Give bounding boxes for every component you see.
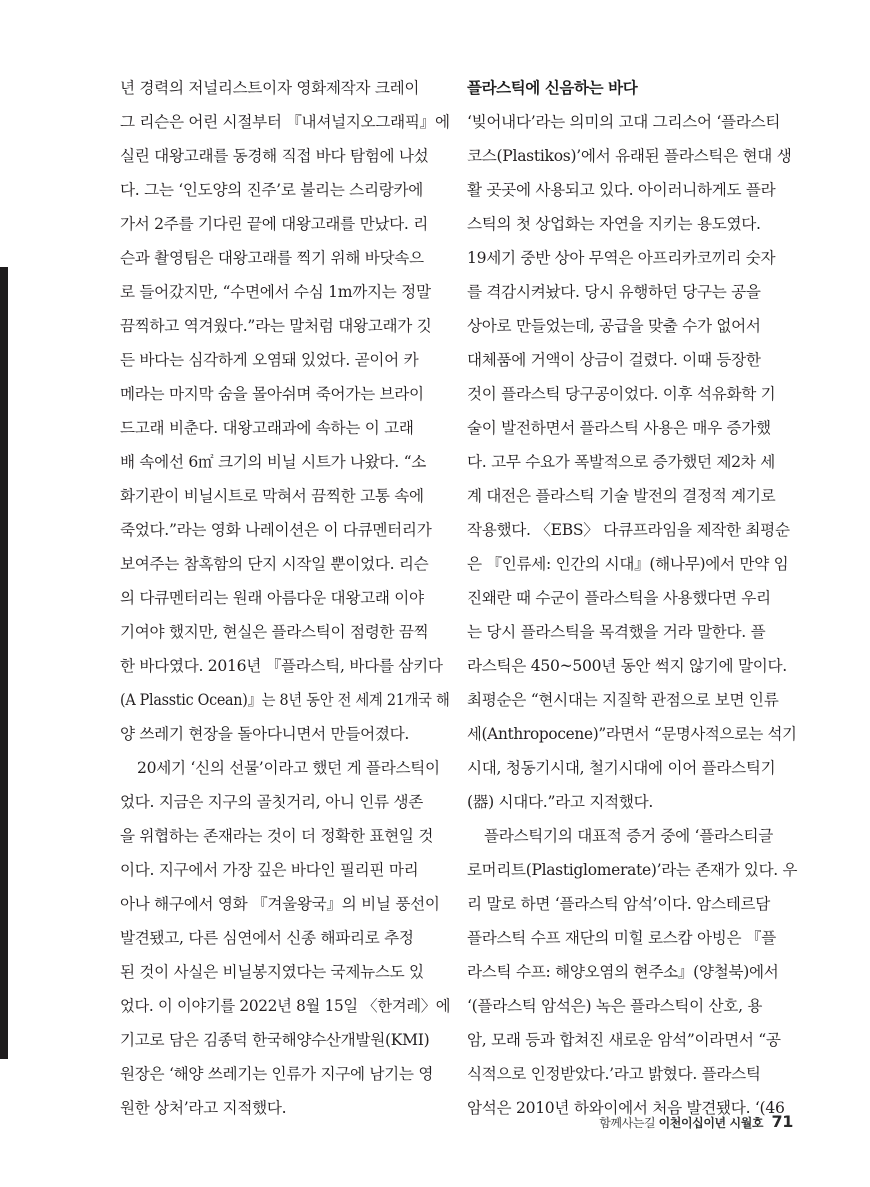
body-line: 었다. 이 이야기를 2022년 8월 15일 〈한겨레〉에 [120, 997, 451, 1015]
body-line: 대체품에 거액이 상금이 걸렸다. 이때 등장한 [467, 351, 761, 369]
body-line: 드고래 비춘다. 대왕고래과에 속하는 이 고래 [120, 419, 414, 437]
body-line: 메라는 마지막 숨을 몰아쉬며 죽어가는 브라이 [120, 385, 424, 403]
body-line: 19세기 중반 상아 무역은 아프리카코끼리 숫자 [467, 249, 776, 267]
body-line: 는 당시 플라스틱을 목격했을 거라 말한다. 플 [467, 623, 766, 641]
body-line: 암석은 2010년 하와이에서 처음 발견됐다. ‘(46 [467, 1099, 785, 1117]
body-line: 진왜란 때 수군이 플라스틱을 사용했다면 우리 [467, 589, 771, 607]
body-line: ‘빚어내다’라는 의미의 고대 그리스어 ‘플라스티 [467, 113, 781, 131]
body-line: 든 바다는 심각하게 오염돼 있었다. 곧이어 카 [120, 351, 419, 369]
body-line: 화기관이 비닐시트로 막혀서 끔찍한 고통 속에 [120, 487, 424, 505]
body-line: 을 위협하는 존재라는 것이 더 정확한 표현일 것 [120, 827, 434, 845]
body-line: 가서 2주를 기다린 끝에 대왕고래를 만났다. 리 [120, 215, 428, 233]
body-line: 를 격감시켜놨다. 당시 유행하던 당구는 공을 [467, 283, 761, 301]
body-line: 배 속에선 6㎡ 크기의 비닐 시트가 나왔다. “소 [120, 453, 427, 471]
page-number: 71 [771, 1112, 793, 1131]
body-line: 이다. 지구에서 가장 깊은 바다인 필리핀 마리 [120, 861, 419, 879]
body-line: 아나 해구에서 영화 『겨울왕국』의 비닐 풍선이 [120, 895, 440, 913]
body-line: 식적으로 인정받았다.’라고 밝혔다. 플라스틱 [467, 1065, 761, 1083]
body-line: 활 곳곳에 사용되고 있다. 아이러니하게도 플라 [467, 181, 776, 199]
body-line: 그 리슨은 어린 시절부터 『내셔널지오그래픽』에 [120, 113, 450, 131]
body-line: 양 쓰레기 현장을 돌아다니면서 만들어졌다. [120, 725, 410, 743]
body-line: 죽었다.”라는 영화 나레이션은 이 다큐멘터리가 [120, 521, 432, 539]
body-line: 암, 모래 등과 합쳐진 새로운 암석”이라면서 “공 [467, 1031, 781, 1049]
body-line: 작용했다. 〈EBS〉 다큐프라임을 제작한 최평순 [467, 521, 790, 539]
paragraph-first-line: 20세기 ‘신의 선물’이라고 했던 게 플라스틱이 [137, 759, 440, 777]
body-line: 발견됐고, 다른 심연에서 신종 해파리로 추정 [120, 929, 414, 947]
body-line: 한 바다였다. 2016년 『플라스틱, 바다를 삼키다 [120, 657, 443, 675]
page-footer [599, 1112, 793, 1131]
body-line: 계 대전은 플라스틱 기술 발전의 결정적 계기로 [467, 487, 776, 505]
left-column [120, 71, 450, 1125]
body-line: 플라스틱 수프 재단의 미힐 로스캄 아빙은 『플 [467, 929, 776, 947]
body-line: 원한 상처’라고 지적했다. [120, 1099, 287, 1117]
body-line: 보여주는 참혹함의 단지 시작일 뿐이었다. 리슨 [120, 555, 429, 573]
body-line: 기여야 했지만, 현실은 플라스틱이 점령한 끔찍 [120, 623, 429, 641]
body-line: 리 말로 하면 ‘플라스틱 암석’이다. 암스테르담 [467, 895, 770, 913]
issue-label: 이천이십이년 시월호 [658, 1116, 764, 1130]
page-edge-tab [0, 267, 8, 1059]
body-line: 코스(Plastikos)’에서 유래된 플라스틱은 현대 생 [467, 147, 792, 165]
body-line: 었다. 지금은 지구의 골칫거리, 아니 인류 생존 [120, 793, 423, 811]
paragraph-first-line: 플라스틱기의 대표적 증거 중에 ‘플라스티글 [484, 827, 774, 845]
body-line: 된 것이 사실은 비닐봉지였다는 국제뉴스도 있 [120, 963, 424, 981]
body-line: 다. 고무 수요가 폭발적으로 증가했던 제2차 세 [467, 453, 775, 471]
body-line: 로머리트(Plastiglomerate)’라는 존재가 있다. 우 [467, 861, 798, 879]
body-line: 로 들어갔지만, “수면에서 수심 1m까지는 정말 [120, 283, 431, 301]
body-line: 것이 플라스틱 당구공이었다. 이후 석유화학 기 [467, 385, 776, 403]
body-line: 원장은 ‘해양 쓰레기는 인류가 지구에 남기는 영 [120, 1065, 434, 1083]
body-line: 다. 그는 ‘인도양의 진주’로 불리는 스리랑카에 [120, 181, 423, 199]
body-line: 라스틱 수프: 해양오염의 현주소』(양철북)에서 [467, 963, 779, 981]
body-line: 시대, 청동기시대, 철기시대에 이어 플라스틱기 [467, 759, 776, 777]
body-line: 최평순은 “현시대는 지질학 관점으로 보면 인류 [467, 691, 779, 709]
body-line: 끔찍하고 역겨웠다.”라는 말처럼 대왕고래가 깃 [120, 317, 432, 335]
body-line: 은 『인류세: 인간의 시대』(해나무)에서 만약 임 [467, 555, 789, 573]
body-line: (器) 시대다.”라고 지적했다. [467, 793, 654, 811]
body-line: 상아로 만들었는데, 공급을 맞출 수가 없어서 [467, 317, 761, 335]
magazine-name: 함께사는길 [599, 1116, 656, 1130]
body-line: 세(Anthropocene)”라면서 “문명사적으로는 석기 [467, 725, 797, 743]
right-column [467, 71, 797, 1125]
body-line: (A Plasstic Ocean)』는 8년 동안 전 세계 21개국 해 [120, 691, 450, 709]
body-line: 술이 발전하면서 플라스틱 사용은 매우 증가했 [467, 419, 771, 437]
section-heading: 플라스틱에 신음하는 바다 [467, 79, 638, 97]
body-line: 의 다큐멘터리는 원래 아름다운 대왕고래 이야 [120, 589, 424, 607]
body-line: 실린 대왕고래를 동경해 직접 바다 탐험에 나섰 [120, 147, 429, 165]
body-line: 기고로 담은 김종덕 한국해양수산개발원(KMI) [120, 1031, 430, 1049]
body-line: 년 경력의 저널리스트이자 영화제작자 크레이 [120, 79, 420, 97]
body-line: 슨과 촬영팀은 대왕고래를 찍기 위해 바닷속으 [120, 249, 424, 267]
body-line: ‘(플라스틱 암석은) 녹은 플라스틱이 산호, 용 [467, 997, 763, 1015]
body-line: 스틱의 첫 상업화는 자연을 지키는 용도였다. [467, 215, 761, 233]
body-line: 라스틱은 450~500년 동안 썩지 않기에 말이다. [467, 657, 787, 675]
